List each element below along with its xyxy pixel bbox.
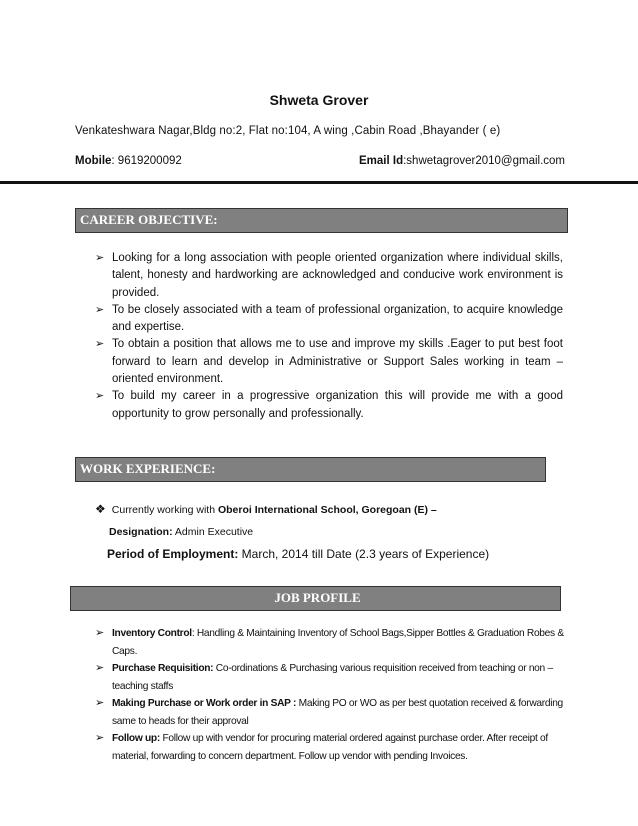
arrow-bullet-icon: ➢ [95,338,105,351]
career-objective-heading: CAREER OBJECTIVE: [75,208,568,233]
arrow-bullet-icon: ➢ [95,732,104,744]
list-item [95,625,567,660]
email-label: Email Id [359,155,404,167]
duty-title: Inventory Control [112,628,192,639]
duty-title: Making Purchase or Work order in SAP : [112,698,297,709]
arrow-bullet-icon: ➢ [95,390,105,403]
company-name: Oberoi International School, Goregoan (E) – [217,504,437,516]
diamond-bullet-icon: ❖ [95,502,106,516]
duty-text: Follow up with vendor for procuring material ordered against purchase order. After receipt of material, forwarding to concern department. Follow up vendor with pending Invoices. [112,733,548,762]
designation [109,526,253,538]
list-item [95,302,563,337]
duty-text: Making PO or WO as per best quotation received & forwarding same to heads for their approval [112,698,563,727]
mobile [75,155,182,167]
work-experience-heading: WORK EXPERIENCE: [75,457,546,482]
designation-label: Designation: [109,526,173,538]
objective-text: To build my career in a progressive organization this will provide me with a good opportunity to grow personally and professionally. [112,390,563,420]
header-divider [0,181,638,184]
arrow-bullet-icon: ➢ [95,697,104,709]
duty-text: : Handling & Maintaining Inventory of School Bags,Sipper Bottles & Graduation Robes & Caps. [112,628,564,657]
address: Venkateshwara Nagar,Bldg no:2, Flat no:104, A wing ,Cabin Road ,Bhayander ( e) [75,125,501,137]
current-prefix: Currently working with [111,504,218,516]
arrow-bullet-icon: ➢ [95,662,104,674]
list-item [95,660,567,695]
list-item [95,336,563,388]
current-employment [95,502,437,516]
duty-text: Co-ordinations & Purchasing various requisition received from teaching or non –teaching staffs [112,663,553,692]
list-item [95,250,563,302]
list-item [95,695,567,730]
candidate-name: Shweta Grover [269,92,369,108]
designation-value: Admin Executive [172,526,254,538]
list-item [95,730,567,765]
email [359,155,565,167]
mobile-value: : 9619200092 [111,155,182,167]
arrow-bullet-icon: ➢ [95,627,104,639]
arrow-bullet-icon: ➢ [95,303,105,316]
objective-text: To obtain a position that allows me to use and improve my skills .Eager to put best foot forward to learn and develop in Administrative or Support Sales working in team – oriented environment. [112,338,563,386]
period-label: Period of Employment: [107,547,239,561]
period-value: March, 2014 till Date (2.3 years of Experience) [238,547,490,561]
job-profile-list [95,625,567,765]
objective-text: Looking for a long association with people oriented organization where individual skills, talent, honesty and hardworking are acknowledged and conducive work environment is provided. [112,252,563,299]
job-profile-heading: JOB PROFILE [70,586,561,611]
mobile-label: Mobile [75,155,112,167]
employment-period [107,547,489,561]
list-item [95,388,563,423]
email-value: :shwetagrover2010@gmail.com [403,155,565,167]
career-objective-list [95,250,563,423]
duty-title: Purchase Requisition: [112,663,214,674]
arrow-bullet-icon: ➢ [95,252,105,264]
duty-title: Follow up: [112,733,160,744]
objective-text: To be closely associated with a team of professional organization, to acquire knowledge and expertise. [112,303,563,334]
